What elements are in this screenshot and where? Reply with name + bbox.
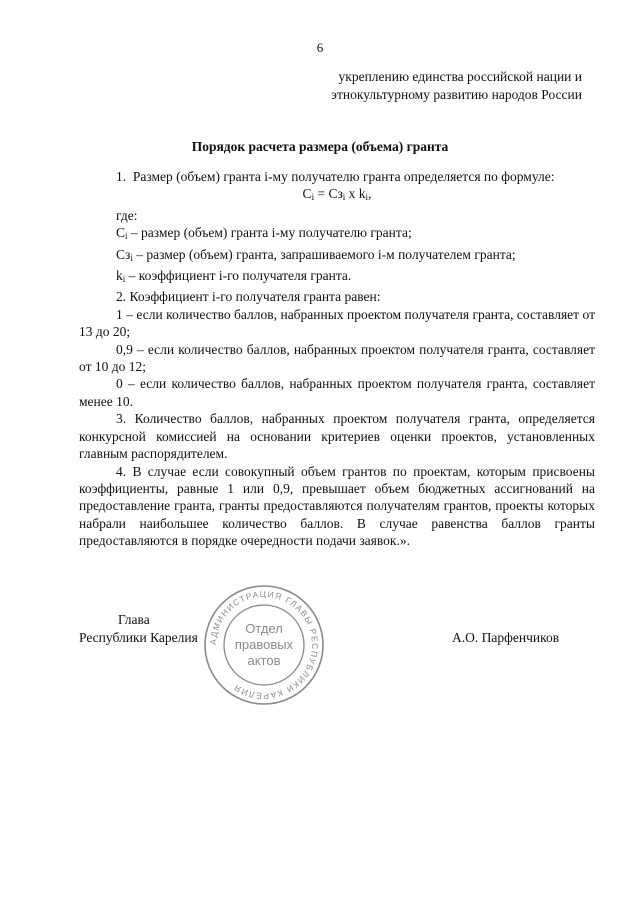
header-line-1: укреплению единства российской нации и [338, 69, 582, 84]
paragraph-2: 2. Коэффициент i-го получателя гранта равен: [116, 289, 381, 305]
stamp-ring-text: АДМИНИСТРАЦИЯ ГЛАВЫ РЕСПУБЛИКИ КАРЕЛИЯ [207, 588, 321, 702]
where-label: где: [116, 207, 138, 223]
signature-title-line-2: Республики Карелия [79, 630, 198, 645]
coefficient-0: 0 – если количество баллов, набранных проектом получателя гранта, составляет менее 10. [79, 376, 595, 409]
signatory-name: А.О. Парфенчиков [452, 630, 560, 645]
coefficient-1: 1 – если количество баллов, набранных проектом получателя гранта, составляет от 13 до 20; [79, 306, 595, 340]
document-body [79, 168, 595, 550]
definition-ci: $C_i$ – размер (объем) гранта i-му получателю гранта; [116, 225, 412, 242]
paragraph-3: 3. Количество баллов, набранных проектом получателя гранта, определяется конкурсной комиссией на основании критериев оценки проектов, установленных главным распорядителем. [79, 411, 595, 462]
stamp-line-2: правовых [234, 637, 294, 652]
coefficient-0-9: 0,9 – если количество баллов, набранных проектом получателя гранта, составляет от 10 до 12; [79, 341, 595, 375]
paragraph-4: 4. В случае если совокупный объем грантов по проектам, которым присвоены коэффициенты, равные 1 или 0,9, превышает объем бюджетных ассигнований на предоставление гранта, гранты предоставляются получателям грантов, проекты которых набрали наибольшее количество баллов. В случае равенства баллов гранты предоставляются в порядке очередности подачи заявок.». [79, 463, 595, 549]
stamp-seal [203, 584, 325, 706]
signature-title-line-1: Глава [118, 612, 150, 627]
definition-ki: $k_i$ – коэффициент i-го получателя гранта. [116, 268, 352, 285]
definition-czi: $Cз_i$ – размер (объем) гранта, запрашиваемого i-м получателем гранта; [116, 246, 516, 263]
document-title: Порядок расчета размера (объема) гранта [191, 139, 449, 154]
formula: $C_i = Cз_i$ x $k_i$, [302, 186, 372, 203]
paragraph-1: 1. Размер (объем) гранта i-му получателю гранта определяется по формуле: [116, 169, 555, 184]
stamp-line-3: актов [247, 653, 281, 668]
header-line-2: этнокультурному развитию народов России [331, 87, 582, 102]
page-number: 6 [316, 40, 324, 55]
stamp-line-1: Отдел [245, 621, 283, 636]
document-header [300, 68, 582, 104]
